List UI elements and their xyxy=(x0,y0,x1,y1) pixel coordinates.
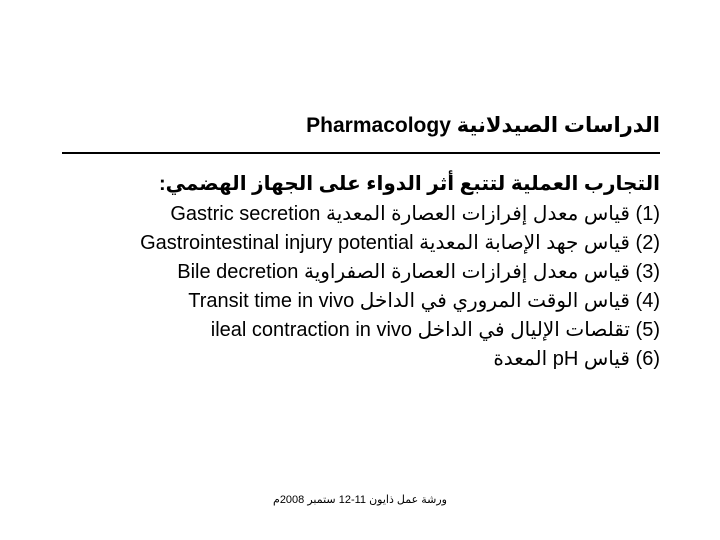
title-divider xyxy=(62,152,660,154)
list-item: (5) تقلصات الإليال في الداخل ileal contraction in vivo xyxy=(210,319,660,341)
section-heading: التجارب العملية لتتبع أثر الدواء على الجهاز الهضمي: xyxy=(158,173,660,195)
list-item: (6) قياس pH المعدة xyxy=(493,348,660,370)
slide-title: الدراسات الصيدلانية Pharmacology xyxy=(306,114,660,137)
experiment-list xyxy=(60,200,660,374)
list-item: (1) قياس معدل إفرازات العصارة المعدية Gastric secretion xyxy=(170,203,660,225)
slide-footer: ورشة عمل ذايون 11-12 ستمبر 2008م xyxy=(273,494,447,506)
list-item: (3) قياس معدل إفرازات العصارة الصفراوية Bile decretion xyxy=(177,261,660,283)
list-item: (4) قياس الوقت المروري في الداخل Transit time in vivo xyxy=(188,290,660,312)
list-item: (2) قياس جهد الإصابة المعدية Gastrointestinal injury potential xyxy=(140,232,660,254)
